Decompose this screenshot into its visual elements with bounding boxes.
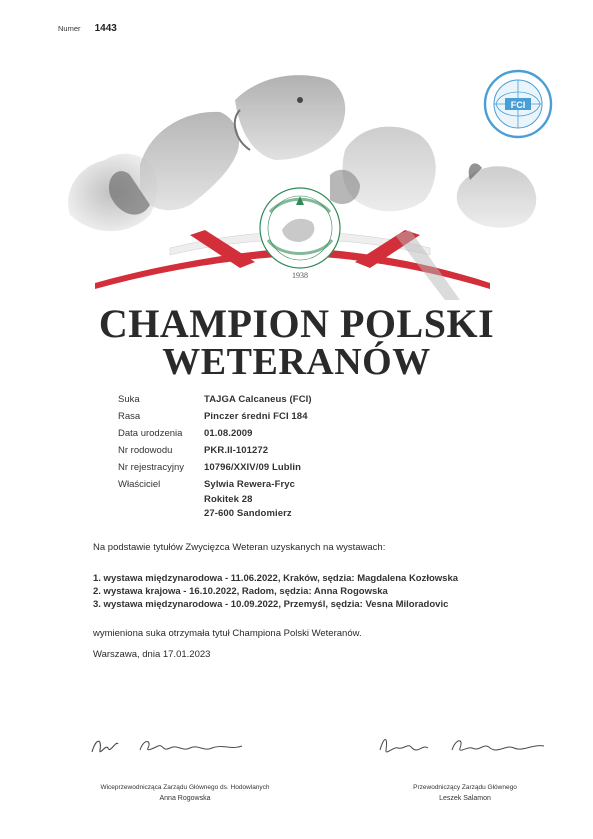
fci-logo-icon	[485, 71, 551, 137]
title-line-2: WETERANÓW	[162, 341, 431, 383]
show-city: Przemyśl,	[280, 599, 331, 610]
detail-value: 10796/XXIV/09 Lublin	[204, 462, 302, 473]
show-judge: sędzia: Vesna Miloradovic	[330, 599, 449, 610]
number-value: 1443	[94, 23, 117, 34]
detail-label: Nr rodowodu	[118, 445, 173, 456]
signer-name: Anna Rogowska	[159, 795, 211, 802]
show-judge: sędzia: Magdalena Kozłowska	[322, 573, 459, 584]
seal-year: 1938	[292, 271, 308, 280]
signature-left-icon	[82, 730, 272, 760]
list-item	[93, 599, 458, 612]
fci-logo-text: FCI	[510, 100, 526, 110]
signer-role: Przewodniczący Zarządu Głównego	[413, 784, 517, 791]
detail-row	[118, 445, 312, 462]
show-type-date: 1. wystawa międzynarodowa - 11.06.2022,	[93, 573, 281, 584]
detail-row	[118, 411, 312, 428]
detail-label: Suka	[118, 394, 140, 405]
header-illustration	[0, 0, 593, 310]
detail-label: Rasa	[118, 411, 141, 422]
detail-label: Nr rejestracyjny	[118, 462, 184, 473]
signature-right-icon	[372, 730, 562, 760]
detail-row	[118, 394, 312, 411]
list-item	[93, 573, 458, 586]
detail-value: Pinczer średni FCI 184	[204, 411, 308, 422]
owner-value	[204, 479, 295, 523]
detail-value: PKR.II-101272	[204, 445, 269, 456]
owner-city: 27-600 Sandomierz	[204, 508, 292, 519]
detail-row	[118, 428, 312, 445]
detail-row	[118, 462, 312, 479]
show-type-date: 2. wystawa krajowa - 16.10.2022,	[93, 586, 240, 597]
detail-value: 01.08.2009	[204, 428, 253, 439]
shows-list	[93, 573, 458, 612]
show-city: Kraków,	[280, 573, 323, 584]
dog-details	[118, 394, 312, 523]
signer-role: Wiceprzewodnicząca Zarządu Głównego ds. Hodowlanych	[100, 784, 270, 791]
place-date: Warszawa, dnia 17.01.2023	[93, 649, 211, 660]
title-line-1: CHAMPION POLSKI	[98, 301, 495, 346]
zkwp-seal-icon	[260, 188, 340, 280]
show-city: Radom,	[239, 586, 280, 597]
owner-label: Właściciel	[118, 479, 161, 490]
signer-right	[370, 782, 560, 804]
detail-label: Data urodzenia	[118, 428, 183, 439]
owner-row	[118, 479, 312, 523]
signer-name: Leszek Salamon	[439, 795, 491, 802]
detail-value: TAJGA Calcaneus (FCI)	[204, 394, 312, 405]
number-label: Numer	[58, 24, 81, 33]
list-item	[93, 586, 458, 599]
intro-text: Na podstawie tytułów Zwycięzca Weteran uzyskanych na wystawach:	[93, 542, 386, 553]
outcome-text: wymieniona suka otrzymała tytuł Championa Polski Weteranów.	[93, 628, 362, 639]
owner-name: Sylwia Rewera-Fryc	[204, 479, 296, 490]
owner-street: Rokitek 28	[204, 493, 253, 505]
show-judge: sędzia: Anna Rogowska	[279, 586, 388, 597]
signer-left	[70, 782, 300, 804]
show-type-date: 3. wystawa międzynarodowa - 10.09.2022,	[93, 599, 281, 610]
